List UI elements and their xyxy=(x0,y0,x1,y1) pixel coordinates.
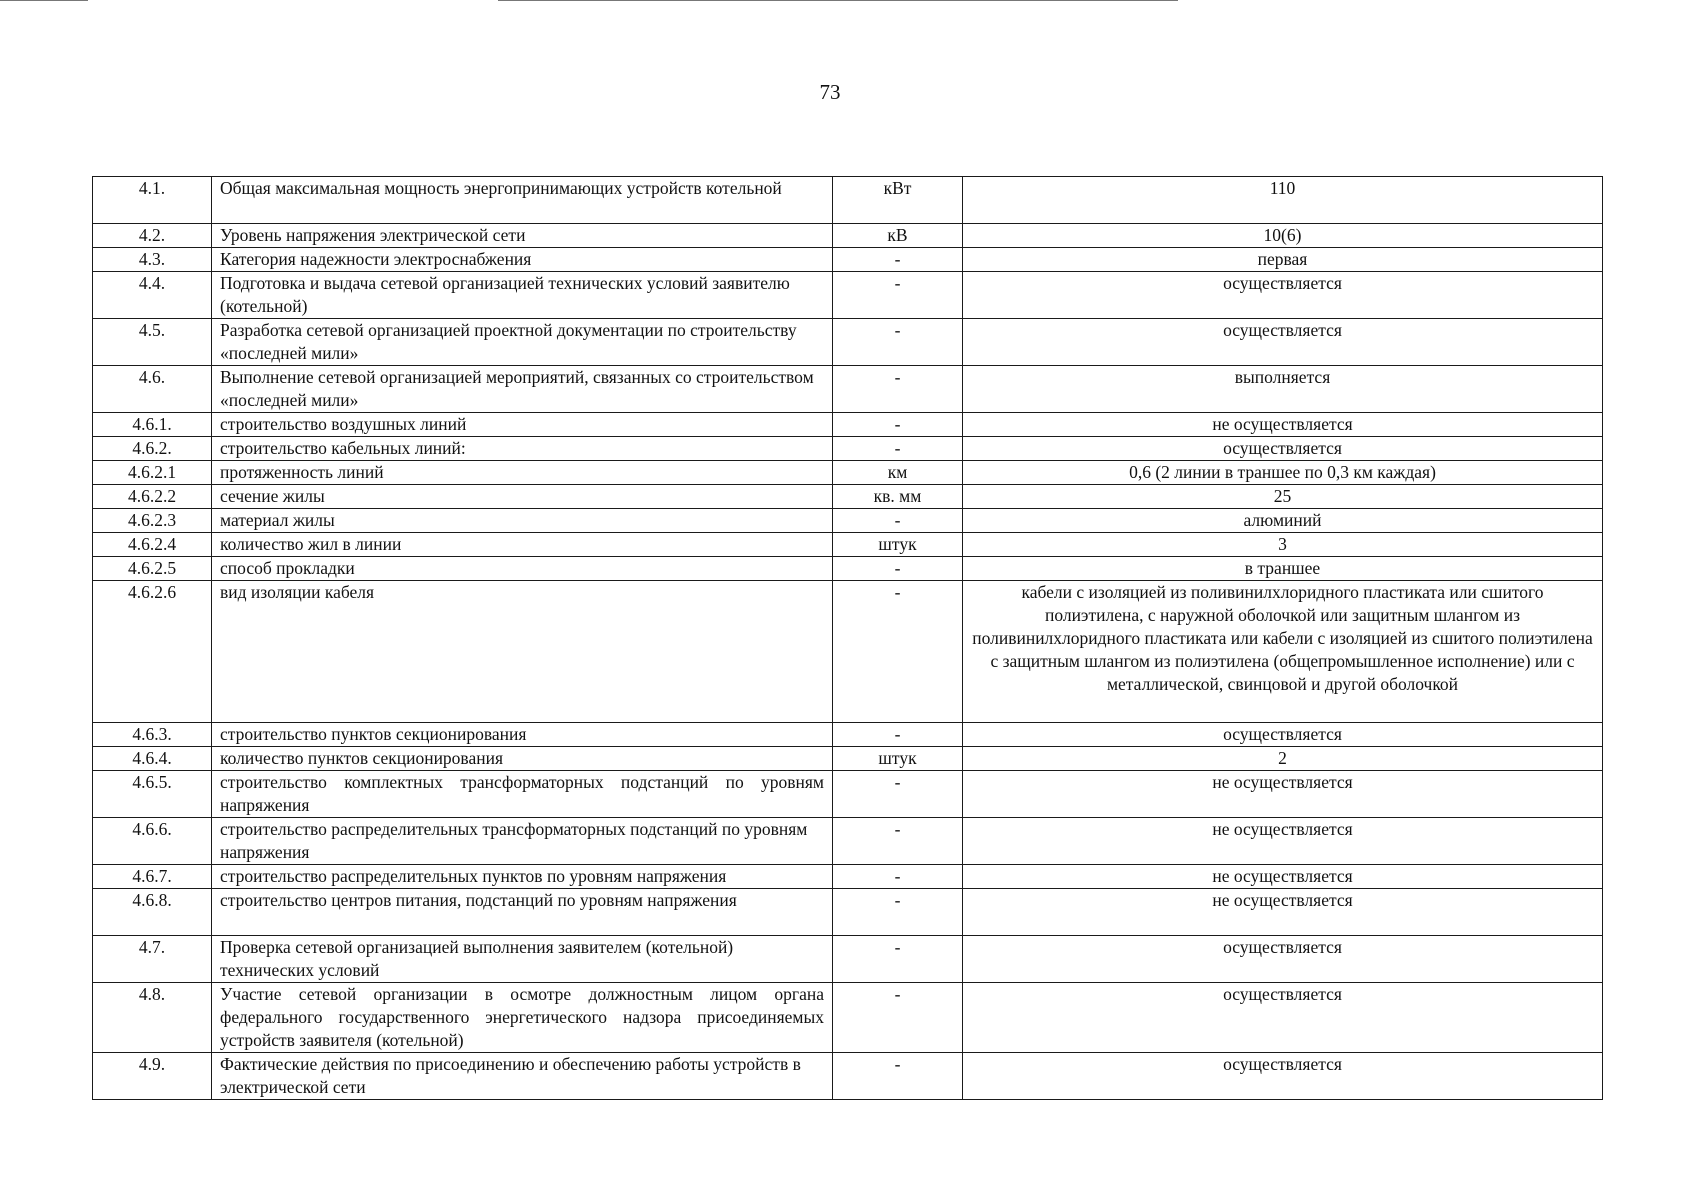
table-row xyxy=(93,319,1603,366)
row-number: 4.6.2.5 xyxy=(93,557,212,581)
row-unit: - xyxy=(833,509,963,533)
row-name: Уровень напряжения электрической сети xyxy=(212,224,833,248)
row-name: Подготовка и выдача сетевой организацией технических условий заявителю (котельной) xyxy=(212,272,833,319)
row-value: осуществляется xyxy=(963,983,1603,1053)
table-row xyxy=(93,248,1603,272)
row-unit: - xyxy=(833,818,963,865)
row-name: количество пунктов секционирования xyxy=(212,747,833,771)
table-row xyxy=(93,485,1603,509)
row-unit: кв. мм xyxy=(833,485,963,509)
row-number: 4.6.2.6 xyxy=(93,581,212,723)
row-number: 4.8. xyxy=(93,983,212,1053)
row-number: 4.5. xyxy=(93,319,212,366)
row-value: осуществляется xyxy=(963,723,1603,747)
table-row xyxy=(93,224,1603,248)
row-unit: штук xyxy=(833,747,963,771)
row-name: строительство кабельных линий: xyxy=(212,437,833,461)
row-name: Проверка сетевой организацией выполнения заявителем (котельной) технических условий xyxy=(212,936,833,983)
row-name: Общая максимальная мощность энергопринимающих устройств котельной xyxy=(212,177,833,224)
row-number: 4.6. xyxy=(93,366,212,413)
row-unit: - xyxy=(833,983,963,1053)
row-value: в траншее xyxy=(963,557,1603,581)
row-unit: - xyxy=(833,865,963,889)
table-row xyxy=(93,177,1603,224)
row-value: осуществляется xyxy=(963,272,1603,319)
scan-artifact-line xyxy=(498,0,1178,1)
table-row xyxy=(93,557,1603,581)
table-row xyxy=(93,818,1603,865)
row-number: 4.3. xyxy=(93,248,212,272)
row-unit: - xyxy=(833,366,963,413)
row-value: 0,6 (2 линии в траншее по 0,3 км каждая) xyxy=(963,461,1603,485)
row-unit: - xyxy=(833,771,963,818)
row-value: не осуществляется xyxy=(963,413,1603,437)
row-name: Категория надежности электроснабжения xyxy=(212,248,833,272)
table-row xyxy=(93,936,1603,983)
table-row xyxy=(93,437,1603,461)
row-value: осуществляется xyxy=(963,319,1603,366)
row-name: строительство распределительных пунктов по уровням напряжения xyxy=(212,865,833,889)
row-unit: - xyxy=(833,557,963,581)
scan-artifact-line xyxy=(0,0,88,1)
row-unit: км xyxy=(833,461,963,485)
row-number: 4.6.6. xyxy=(93,818,212,865)
table-row xyxy=(93,1053,1603,1100)
row-name: материал жилы xyxy=(212,509,833,533)
row-unit: штук xyxy=(833,533,963,557)
row-value: алюминий xyxy=(963,509,1603,533)
row-unit: - xyxy=(833,1053,963,1100)
row-value: не осуществляется xyxy=(963,818,1603,865)
row-number: 4.6.1. xyxy=(93,413,212,437)
row-unit: - xyxy=(833,723,963,747)
row-number: 4.6.2.2 xyxy=(93,485,212,509)
row-unit: - xyxy=(833,319,963,366)
row-number: 4.6.3. xyxy=(93,723,212,747)
row-unit: - xyxy=(833,248,963,272)
row-unit: - xyxy=(833,936,963,983)
row-number: 4.6.7. xyxy=(93,865,212,889)
row-number: 4.6.8. xyxy=(93,889,212,936)
row-name: Участие сетевой организации в осмотре должностным лицом органа федерального государственного энергетического надзора присоединяемых устройств заявителя (котельной) xyxy=(212,983,833,1053)
row-value: 2 xyxy=(963,747,1603,771)
row-name: сечение жилы xyxy=(212,485,833,509)
row-number: 4.9. xyxy=(93,1053,212,1100)
row-number: 4.7. xyxy=(93,936,212,983)
row-unit: - xyxy=(833,272,963,319)
row-number: 4.6.4. xyxy=(93,747,212,771)
row-name: вид изоляции кабеля xyxy=(212,581,833,723)
row-value: не осуществляется xyxy=(963,889,1603,936)
table-row xyxy=(93,366,1603,413)
row-value: осуществляется xyxy=(963,1053,1603,1100)
row-number: 4.6.2.3 xyxy=(93,509,212,533)
row-value: 110 xyxy=(963,177,1603,224)
table-row xyxy=(93,771,1603,818)
row-value: осуществляется xyxy=(963,936,1603,983)
row-name: количество жил в линии xyxy=(212,533,833,557)
row-value: 10(6) xyxy=(963,224,1603,248)
row-number: 4.6.2.1 xyxy=(93,461,212,485)
row-value: первая xyxy=(963,248,1603,272)
row-number: 4.6.2.4 xyxy=(93,533,212,557)
row-number: 4.1. xyxy=(93,177,212,224)
table-row xyxy=(93,723,1603,747)
table-row xyxy=(93,413,1603,437)
row-value: кабели с изоляцией из поливинилхлоридного пластиката или сшитого полиэтилена, с наружной оболочкой или защитным шлангом из поливинилхлоридного пластиката или кабели с изоляцией из сшитого полиэтилена с защитным шлангом из полиэтилена (общепромышленное исполнение) или с металлической, свинцовой и другой оболочкой xyxy=(963,581,1603,723)
table-row xyxy=(93,581,1603,723)
row-value: не осуществляется xyxy=(963,771,1603,818)
row-value: 3 xyxy=(963,533,1603,557)
row-unit: - xyxy=(833,889,963,936)
row-number: 4.4. xyxy=(93,272,212,319)
table-row xyxy=(93,461,1603,485)
row-value: выполняется xyxy=(963,366,1603,413)
table-row xyxy=(93,533,1603,557)
row-unit: - xyxy=(833,413,963,437)
row-name: Выполнение сетевой организацией мероприятий, связанных со строительством «последней мили» xyxy=(212,366,833,413)
row-name: строительство центров питания, подстанций по уровням напряжения xyxy=(212,889,833,936)
row-number: 4.6.2. xyxy=(93,437,212,461)
table-row xyxy=(93,983,1603,1053)
row-unit: - xyxy=(833,437,963,461)
row-name: строительство комплектных трансформаторных подстанций по уровням напряжения xyxy=(212,771,833,818)
row-name: строительство пунктов секционирования xyxy=(212,723,833,747)
row-name: способ прокладки xyxy=(212,557,833,581)
row-value: не осуществляется xyxy=(963,865,1603,889)
row-unit: кВт xyxy=(833,177,963,224)
table-row xyxy=(93,889,1603,936)
row-value: осуществляется xyxy=(963,437,1603,461)
table-row xyxy=(93,865,1603,889)
row-unit: - xyxy=(833,581,963,723)
row-name: Разработка сетевой организацией проектной документации по строительству «последней мили» xyxy=(212,319,833,366)
table-row xyxy=(93,509,1603,533)
row-value: 25 xyxy=(963,485,1603,509)
row-name: Фактические действия по присоединению и обеспечению работы устройств в электрической сети xyxy=(212,1053,833,1100)
row-number: 4.2. xyxy=(93,224,212,248)
table-row xyxy=(93,272,1603,319)
row-number: 4.6.5. xyxy=(93,771,212,818)
specification-table xyxy=(92,176,1603,1100)
row-unit: кВ xyxy=(833,224,963,248)
row-name: строительство распределительных трансформаторных подстанций по уровням напряжения xyxy=(212,818,833,865)
table-row xyxy=(93,747,1603,771)
page-number: 73 xyxy=(819,80,841,104)
row-name: строительство воздушных линий xyxy=(212,413,833,437)
row-name: протяженность линий xyxy=(212,461,833,485)
